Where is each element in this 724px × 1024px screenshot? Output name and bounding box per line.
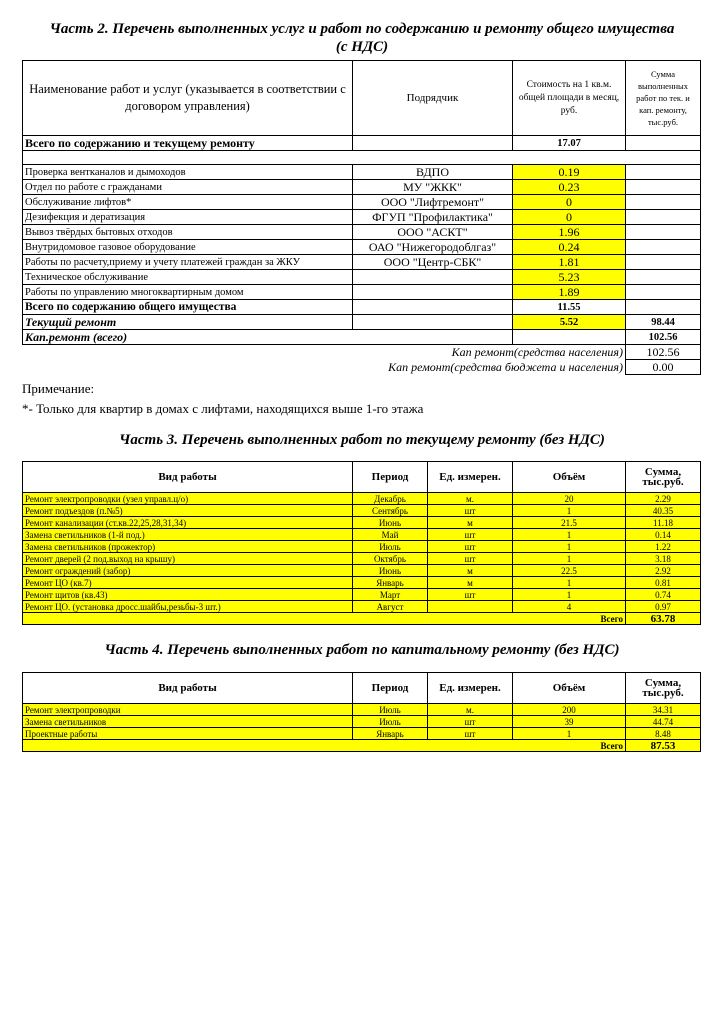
table-row bbox=[23, 565, 701, 577]
work-volume: 21.5 bbox=[513, 517, 626, 529]
table-row bbox=[23, 240, 701, 255]
table-row bbox=[23, 270, 701, 285]
current-repair-label: Текущий ремонт bbox=[23, 315, 353, 330]
work-sum: 0.14 bbox=[626, 529, 701, 541]
service-cost: 5.23 bbox=[513, 270, 626, 285]
contractor-name: ООО "Центр-СБК" bbox=[353, 255, 513, 270]
work-period: Январь bbox=[353, 728, 428, 740]
work-sum: 40.35 bbox=[626, 505, 701, 517]
contractor-name: ООО "АСКТ" bbox=[353, 225, 513, 240]
service-sum bbox=[626, 285, 701, 300]
work-unit: шт bbox=[428, 728, 513, 740]
work-name: Ремонт ЦО. (установка дросс.шайбы,резьбы-3 шт.) bbox=[23, 601, 353, 613]
work-sum: 11.18 bbox=[626, 517, 701, 529]
work-unit: м. bbox=[428, 704, 513, 716]
contractor-name: ФГУП "Профилактика" bbox=[353, 210, 513, 225]
table-row bbox=[23, 493, 701, 505]
note-title: Примечание: bbox=[22, 381, 95, 396]
work-sum: 0.81 bbox=[626, 577, 701, 589]
work-unit: шт bbox=[428, 529, 513, 541]
table-row bbox=[23, 225, 701, 240]
contractor-name: ВДПО bbox=[353, 165, 513, 180]
service-name: Техническое обслуживание bbox=[23, 270, 353, 285]
table-row bbox=[23, 704, 701, 716]
table-row bbox=[23, 577, 701, 589]
part4-header-work: Вид работы bbox=[23, 673, 353, 704]
part2-rows bbox=[23, 165, 701, 300]
part4-table bbox=[22, 672, 701, 752]
work-unit: м bbox=[428, 577, 513, 589]
header-name: Наименование работ и услуг (указывается в соответствии с договором управления) bbox=[23, 61, 353, 136]
work-volume: 1 bbox=[513, 589, 626, 601]
work-period: Март bbox=[353, 589, 428, 601]
table-row bbox=[23, 210, 701, 225]
work-sum: 8.48 bbox=[626, 728, 701, 740]
service-name: Вывоз твёрдых бытовых отходов bbox=[23, 225, 353, 240]
service-name: Дезифекция и дератизация bbox=[23, 210, 353, 225]
cap-repair-sum: 102.56 bbox=[626, 330, 701, 345]
work-name: Ремонт подъездов (п.№5) bbox=[23, 505, 353, 517]
cap-repair-label: Кап.ремонт (всего) bbox=[23, 330, 353, 345]
service-name: Обслуживание лифтов* bbox=[23, 195, 353, 210]
service-cost: 1.89 bbox=[513, 285, 626, 300]
work-volume: 1 bbox=[513, 728, 626, 740]
table-row bbox=[23, 195, 701, 210]
total-maintenance-value: 17.07 bbox=[513, 136, 626, 151]
table-row bbox=[23, 180, 701, 195]
part3-total-sum: 63.78 bbox=[626, 613, 701, 625]
service-sum bbox=[626, 270, 701, 285]
work-unit: м bbox=[428, 517, 513, 529]
work-name: Замена светильников (прожектор) bbox=[23, 541, 353, 553]
service-cost: 0.19 bbox=[513, 165, 626, 180]
service-name: Проверка вентканалов и дымоходов bbox=[23, 165, 353, 180]
work-period: Июль bbox=[353, 716, 428, 728]
part3-header-unit: Ед. измерен. bbox=[428, 462, 513, 493]
work-name: Ремонт канализации (ст.кв.22,25,28,31,34) bbox=[23, 517, 353, 529]
work-sum: 3.18 bbox=[626, 553, 701, 565]
work-name: Ремонт электропроводки bbox=[23, 704, 353, 716]
work-volume: 1 bbox=[513, 553, 626, 565]
part4-header-volume: Объём bbox=[513, 673, 626, 704]
contractor-name bbox=[353, 270, 513, 285]
service-sum bbox=[626, 180, 701, 195]
work-sum: 44.74 bbox=[626, 716, 701, 728]
service-cost: 1.81 bbox=[513, 255, 626, 270]
work-volume: 22.5 bbox=[513, 565, 626, 577]
work-volume: 1 bbox=[513, 541, 626, 553]
contractor-name: МУ "ЖКК" bbox=[353, 180, 513, 195]
part3-header-work: Вид работы bbox=[23, 462, 353, 493]
work-sum: 2.29 bbox=[626, 493, 701, 505]
service-name: Отдел по работе с гражданами bbox=[23, 180, 353, 195]
table-row bbox=[23, 505, 701, 517]
table-row bbox=[23, 165, 701, 180]
work-name: Ремонт щитов (кв.43) bbox=[23, 589, 353, 601]
contractor-name: ОАО "Нижегородоблгаз" bbox=[353, 240, 513, 255]
work-period: Октябрь bbox=[353, 553, 428, 565]
work-unit bbox=[428, 601, 513, 613]
total-common-value: 11.55 bbox=[513, 300, 626, 315]
cap-repair-pop-sum: 102.56 bbox=[626, 345, 701, 360]
current-repair-sum: 98.44 bbox=[626, 315, 701, 330]
service-cost: 0 bbox=[513, 210, 626, 225]
table-row bbox=[23, 716, 701, 728]
part3-total-row bbox=[23, 613, 701, 625]
spacer-row bbox=[23, 151, 701, 165]
work-sum: 0.97 bbox=[626, 601, 701, 613]
work-name: Замена светильников bbox=[23, 716, 353, 728]
work-name: Ремонт ограждений (забор) bbox=[23, 565, 353, 577]
contractor-name bbox=[353, 285, 513, 300]
part3-header-sum: Сумма, тыс.руб. bbox=[626, 462, 701, 493]
table-row bbox=[23, 553, 701, 565]
work-unit: шт bbox=[428, 589, 513, 601]
work-name: Ремонт электропроводки (узел управл.ц/о) bbox=[23, 493, 353, 505]
work-volume: 1 bbox=[513, 577, 626, 589]
part4-header-sum: Сумма, тыс.руб. bbox=[626, 673, 701, 704]
work-volume: 20 bbox=[513, 493, 626, 505]
part4-total-sum: 87.53 bbox=[626, 740, 701, 752]
service-cost: 0.23 bbox=[513, 180, 626, 195]
work-name: Проектные работы bbox=[23, 728, 353, 740]
part3-title: Часть 3. Перечень выполненных работ по текущему ремонту (без НДС) bbox=[119, 432, 605, 448]
part3-rows bbox=[23, 493, 701, 613]
work-volume: 1 bbox=[513, 529, 626, 541]
table-row bbox=[23, 589, 701, 601]
table-row bbox=[23, 601, 701, 613]
part4-header-period: Период bbox=[353, 673, 428, 704]
work-sum: 0.74 bbox=[626, 589, 701, 601]
work-period: Январь bbox=[353, 577, 428, 589]
contractor-name: ООО "Лифтремонт" bbox=[353, 195, 513, 210]
work-sum: 2.92 bbox=[626, 565, 701, 577]
total-maintenance-label: Всего по содержанию и текущему ремонту bbox=[23, 136, 353, 151]
cap-repair-row bbox=[23, 330, 701, 345]
table-row bbox=[23, 541, 701, 553]
table-row bbox=[23, 285, 701, 300]
cap-repair-pop-label: Кап ремонт(средства населения) bbox=[23, 345, 626, 360]
cap-repair-budget-label: Кап ремонт(средства бюджета и населения) bbox=[23, 360, 626, 375]
service-name: Работы по расчету,приему и учету платежей граждан за ЖКУ bbox=[23, 255, 353, 270]
work-volume: 200 bbox=[513, 704, 626, 716]
part3-header-period: Период bbox=[353, 462, 428, 493]
part3-total-label: Всего bbox=[23, 613, 626, 625]
cap-repair-budget-row bbox=[23, 360, 701, 375]
work-period: Июнь bbox=[353, 565, 428, 577]
table-row bbox=[23, 529, 701, 541]
work-period: Июль bbox=[353, 704, 428, 716]
work-name: Замена светильников (1-й под.) bbox=[23, 529, 353, 541]
work-period: Декабрь bbox=[353, 493, 428, 505]
part2-table bbox=[22, 60, 701, 375]
work-unit: шт bbox=[428, 541, 513, 553]
work-unit: шт bbox=[428, 553, 513, 565]
part3-header-row bbox=[23, 462, 701, 493]
work-volume: 1 bbox=[513, 505, 626, 517]
part4-header-unit: Ед. измерен. bbox=[428, 673, 513, 704]
work-name: Ремонт дверей (2 под.выход на крышу) bbox=[23, 553, 353, 565]
service-cost: 0.24 bbox=[513, 240, 626, 255]
header-contractor: Подрядчик bbox=[353, 61, 513, 136]
service-cost: 0 bbox=[513, 195, 626, 210]
cap-repair-pop-row bbox=[23, 345, 701, 360]
work-period: Сентябрь bbox=[353, 505, 428, 517]
work-unit: шт bbox=[428, 716, 513, 728]
service-sum bbox=[626, 255, 701, 270]
part3-header-volume: Объём bbox=[513, 462, 626, 493]
part4-header-row bbox=[23, 673, 701, 704]
work-name: Ремонт ЦО (кв.7) bbox=[23, 577, 353, 589]
work-period: Май bbox=[353, 529, 428, 541]
work-unit: м bbox=[428, 565, 513, 577]
work-volume: 39 bbox=[513, 716, 626, 728]
work-period: Июль bbox=[353, 541, 428, 553]
service-name: Работы по управлению многоквартирным домом bbox=[23, 285, 353, 300]
total-maintenance-row bbox=[23, 136, 701, 151]
current-repair-cost: 5.52 bbox=[513, 315, 626, 330]
work-sum: 34.31 bbox=[626, 704, 701, 716]
cap-repair-budget-sum: 0.00 bbox=[626, 360, 701, 375]
table-row bbox=[23, 728, 701, 740]
part4-rows bbox=[23, 704, 701, 740]
total-common-label: Всего по содержанию общего имущества bbox=[23, 300, 353, 315]
service-sum bbox=[626, 165, 701, 180]
table-row bbox=[23, 255, 701, 270]
work-period: Июнь bbox=[353, 517, 428, 529]
service-sum bbox=[626, 210, 701, 225]
service-sum bbox=[626, 225, 701, 240]
part4-title: Часть 4. Перечень выполненных работ по капитальному ремонту (без НДС) bbox=[104, 642, 620, 658]
work-period: Август bbox=[353, 601, 428, 613]
part2-title-line2: (с НДС) bbox=[335, 39, 389, 55]
work-volume: 4 bbox=[513, 601, 626, 613]
work-unit: шт bbox=[428, 505, 513, 517]
work-unit: м. bbox=[428, 493, 513, 505]
table-row bbox=[23, 517, 701, 529]
part4-total-row bbox=[23, 740, 701, 752]
service-sum bbox=[626, 240, 701, 255]
part4-total-label: Всего bbox=[23, 740, 626, 752]
service-cost: 1.96 bbox=[513, 225, 626, 240]
work-sum: 1.22 bbox=[626, 541, 701, 553]
part2-header-row bbox=[23, 61, 701, 136]
current-repair-row bbox=[23, 315, 701, 330]
header-sum: Сумма выполненных работ по тек. и кап. ремонту, тыс.руб. bbox=[626, 61, 701, 136]
part2-title-line1: Часть 2. Перечень выполненных услуг и работ по содержанию и ремонту общего имущества bbox=[49, 21, 675, 37]
service-sum bbox=[626, 195, 701, 210]
total-common-row bbox=[23, 300, 701, 315]
part3-table bbox=[22, 461, 701, 625]
service-name: Внутридомовое газовое оборудование bbox=[23, 240, 353, 255]
header-cost: Стоимость на 1 кв.м. общей площади в месяц, руб. bbox=[513, 61, 626, 136]
note-text: *- Только для квартир в домах с лифтами, находящихся выше 1-го этажа bbox=[22, 401, 424, 416]
